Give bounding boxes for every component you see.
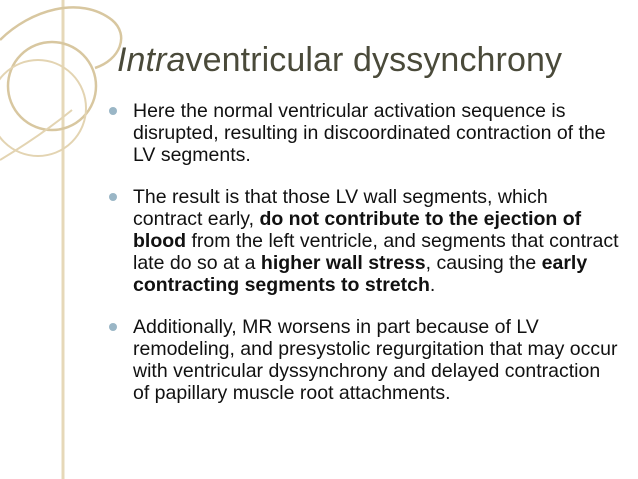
bold-segment: do not contribute to the ejection of blood bbox=[133, 208, 582, 252]
slide-title bbox=[117, 40, 562, 80]
bullet-dot-icon bbox=[109, 323, 117, 331]
circle-accent-1 bbox=[8, 42, 96, 130]
bullet-dot-icon bbox=[109, 193, 117, 201]
text-segment: The result is that those LV wall segments, which contract early, bbox=[133, 186, 548, 230]
title-prefix: Intra bbox=[117, 41, 186, 79]
bullet-item-1 bbox=[109, 100, 619, 166]
bullet-item-2 bbox=[109, 186, 619, 296]
text-segment: , causing the bbox=[425, 252, 542, 274]
bullet-dot-icon bbox=[109, 107, 117, 115]
bullet-list bbox=[109, 100, 619, 424]
bold-segment: early contracting segments to stretch bbox=[133, 252, 588, 296]
bold-segment: higher wall stress bbox=[260, 252, 426, 274]
bullet-text bbox=[133, 186, 619, 296]
lower-arc bbox=[0, 110, 72, 160]
title-rest: ventricular dyssynchrony bbox=[185, 41, 563, 79]
text-segment: . bbox=[429, 274, 436, 296]
bullet-text: Additionally, MR worsens in part because of LV remodeling, and presystolic regurgitation that may occur with ventricular dyssynchrony and delayed contraction of papillary muscle root attachments. bbox=[133, 316, 618, 404]
bullet-item-3 bbox=[109, 316, 619, 404]
bullet-text: Here the normal ventricular activation sequence is disrupted, resulting in discoordinated contraction of the LV segments. bbox=[133, 100, 606, 166]
text-segment: from the left ventricle, and segments that contract late do so at a bbox=[133, 230, 619, 274]
